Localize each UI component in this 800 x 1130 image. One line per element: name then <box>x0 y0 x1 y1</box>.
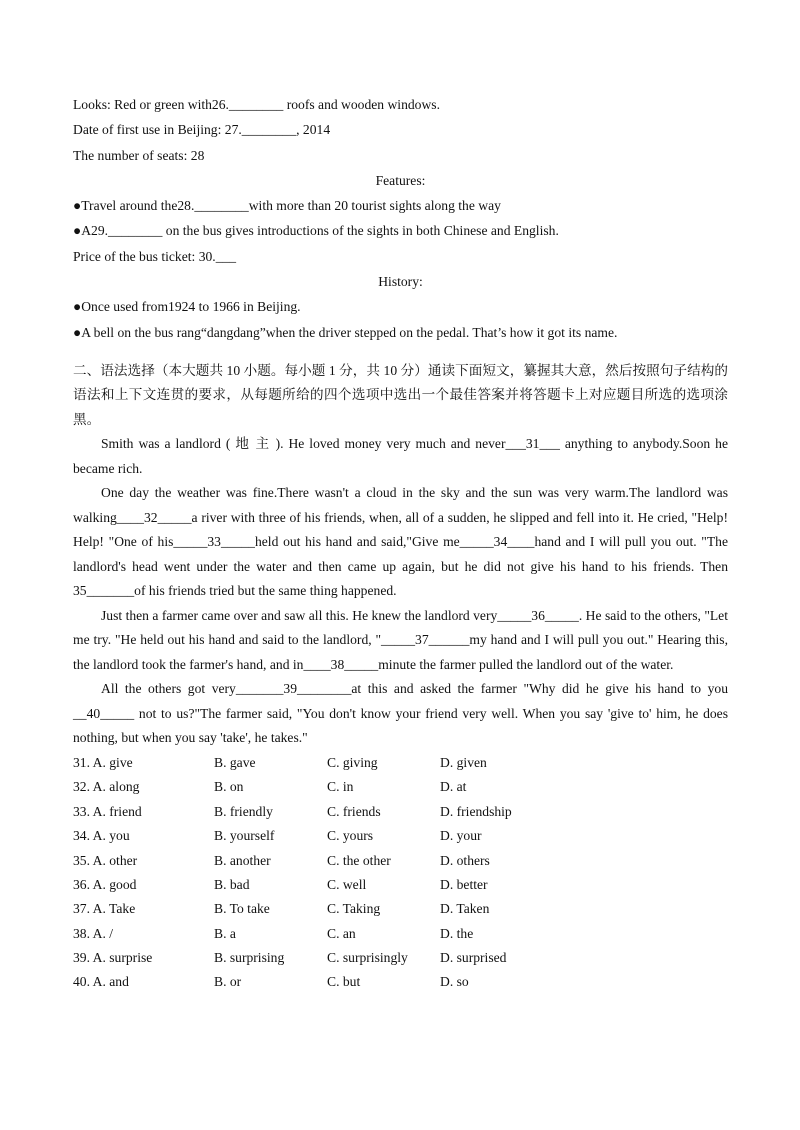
options-list <box>73 751 728 995</box>
option-d: D. the <box>440 925 474 941</box>
option-a: 35. A. other <box>73 852 138 868</box>
option-row <box>73 751 728 775</box>
option-d: D. your <box>440 828 482 844</box>
history-item-1: ●Once used from1924 to 1966 in Beijing. <box>73 299 301 315</box>
option-c: C. in <box>327 779 354 795</box>
exam-page <box>73 92 728 995</box>
option-row <box>73 873 728 897</box>
feature-item-2: ●A29.________ on the bus gives introductions of the sights in both Chinese and English. <box>73 223 559 239</box>
option-c: C. yours <box>327 828 374 844</box>
passage-paragraph: Just then a farmer came over and saw all this. He knew the landlord very_____36_____. He said to the others, "Let me try. "He held out his hand and said to the landlord, "_____37______my hand and I will pull you out." Hearing this, the landlord took the farmer's hand, and in____38_____minute the farmer pulled the landlord out of the water. <box>73 607 728 672</box>
option-b: B. bad <box>214 876 250 892</box>
option-d: D. Taken <box>440 901 490 917</box>
option-a: 32. A. along <box>73 779 140 795</box>
option-c: C. surprisingly <box>327 950 408 966</box>
option-b: B. To take <box>214 901 270 917</box>
looks-line: Looks: Red or green with26.________ roofs and wooden windows. <box>73 97 440 112</box>
option-b: B. friendly <box>214 803 273 819</box>
option-row <box>73 800 728 824</box>
option-row <box>73 970 728 994</box>
seats-line: The number of seats: 28 <box>73 147 205 163</box>
option-a: 38. A. / <box>73 925 114 941</box>
option-a: 39. A. surprise <box>73 950 153 966</box>
option-c: C. but <box>327 974 361 990</box>
price-line: Price of the bus ticket: 30.___ <box>73 248 237 264</box>
option-d: D. at <box>440 779 467 795</box>
option-row <box>73 897 728 921</box>
option-row <box>73 922 728 946</box>
option-c: C. Taking <box>327 901 381 917</box>
history-heading: History: <box>378 274 423 290</box>
option-b: B. or <box>214 974 242 990</box>
option-d: D. others <box>440 852 490 868</box>
option-c: C. well <box>327 876 367 892</box>
option-a: 31. A. give <box>73 754 133 770</box>
option-d: D. given <box>440 754 487 770</box>
option-a: 34. A. you <box>73 828 130 844</box>
option-a: 37. A. Take <box>73 901 136 917</box>
history-item-2: ●A bell on the bus rang“dangdang”when the driver stepped on the pedal. That’s how it got its name. <box>73 324 618 340</box>
option-b: B. a <box>214 925 236 941</box>
option-b: B. another <box>214 852 271 868</box>
option-row <box>73 824 728 848</box>
feature-item-1: ●Travel around the28.________with more than 20 tourist sights along the way <box>73 198 501 214</box>
option-c: C. an <box>327 925 356 941</box>
features-heading: Features: <box>375 172 426 188</box>
passage-paragraph: One day the weather was fine.There wasn't a cloud in the sky and the sun was very warm.The landlord was walking____32_____a river with three of his friends, when, all of a sudden, he slipped and fell into it. He cried, "Help! Help! "One of his_____33_____held out his hand and said,"Give me_____34____hand and I will pull you out. "The landlord's head went under the water and then came up again, but he did not give his hand to his friends. Then 35_______of his friends tried but the same thing happened. <box>73 485 728 599</box>
passage <box>73 432 728 751</box>
option-c: C. the other <box>327 852 391 868</box>
date-line: Date of first use in Beijing: 27.________, 2014 <box>73 122 331 138</box>
option-c: C. giving <box>327 754 378 770</box>
option-b: B. on <box>214 779 244 795</box>
passage-paragraph: Smith was a landlord ( 地 主 ). He loved money very much and never___31___ anything to anybody.Soon he became rich. <box>73 436 728 476</box>
option-d: D. so <box>440 974 469 990</box>
option-c: C. friends <box>327 803 381 819</box>
option-d: D. friendship <box>440 803 512 819</box>
option-b: B. surprising <box>214 950 285 966</box>
option-row <box>73 849 728 873</box>
option-d: D. surprised <box>440 950 507 966</box>
option-a: 36. A. good <box>73 876 137 892</box>
passage-paragraph: All the others got very_______39________at this and asked the farmer "Why did he give his hand to you __40_____ not to us?"The farmer said, "You don't know your friend very well. When you say 'give to' him, he does nothing, but when you say 'take', he takes." <box>73 681 728 746</box>
section-heading: 二、语法选择（本大题共 10 小题。每小题 1 分，共 10 分）通读下面短文，纂握其大意，然后按照句子结构的语法和上下文连贯的要求，从每题所给的四个选项中选出一个最佳答案并将答题卡上对应题目所选的选项涂黑。 <box>73 362 728 427</box>
option-b: B. gave <box>214 754 256 770</box>
option-row <box>73 946 728 970</box>
option-b: B. yourself <box>214 828 275 844</box>
option-a: 33. A. friend <box>73 803 142 819</box>
option-row <box>73 775 728 799</box>
option-a: 40. A. and <box>73 974 129 990</box>
option-d: D. better <box>440 876 488 892</box>
